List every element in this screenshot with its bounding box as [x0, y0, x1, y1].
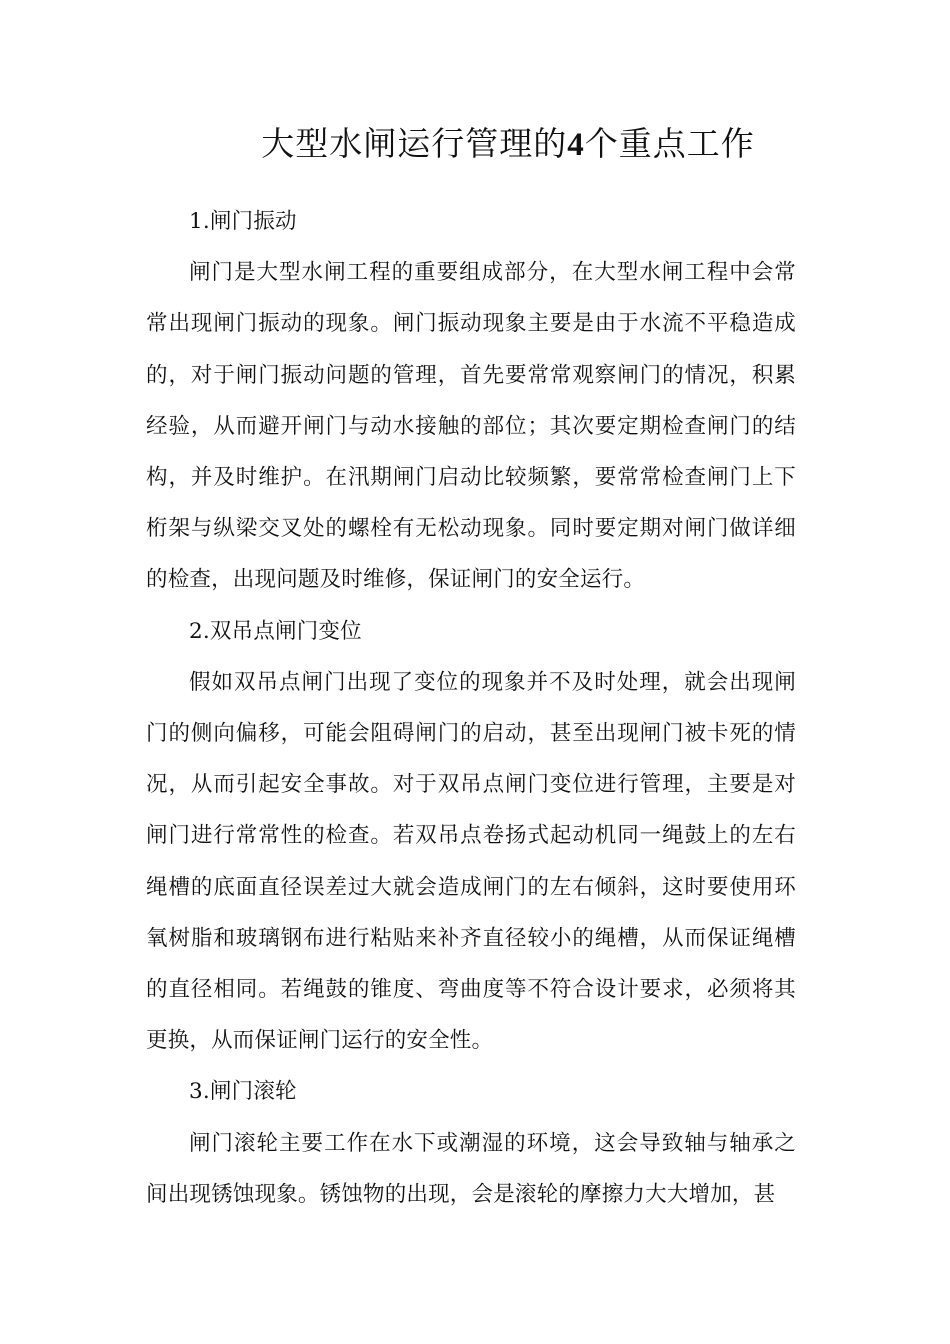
document-title	[0, 118, 950, 171]
title-prefix: 大型水闸运行管理的	[261, 124, 568, 163]
document-body	[146, 196, 796, 1220]
section-heading-1: 1.闸门振动	[189, 209, 297, 234]
section-heading-2: 2.双吊点闸门变位	[189, 618, 362, 644]
title-number: 4	[567, 127, 585, 163]
section-paragraph-2: 假如双吊点闸门出现了变位的现象并不及时处理，就会出现闸门的侧向偏移，可能会阻碍闸门的启动，甚至出现闸门被卡死的情况，从而引起安全事故。对于双吊点闸门变位进行管理，主要是对闸门进行常常性的检查。若双吊点卷扬式起动机同一绳鼓上的左右绳槽的底面直径误差过大就会造成闸门的左右倾斜，这时要使用环氧树脂和玻璃钢布进行粘贴来补齐直径较小的绳槽，从而保证绳槽的直径相同。若绳鼓的锥度、弯曲度等不符合设计要求，必须将其更换，从而保证闸门运行的安全性。	[146, 669, 796, 1054]
section-paragraph-1: 闸门是大型水闸工程的重要组成部分，在大型水闸工程中会常常出现闸门振动的现象。闸门振动现象主要是由于水流不平稳造成的，对于闸门振动问题的管理，首先要常常观察闸门的情况，积累经验，从而避开闸门与动水接触的部位；其次要定期检查闸门的结构，并及时维护。在汛期闸门启动比较频繁，要常常检查闸门上下桁架与纵梁交叉处的螺栓有无松动现象。同时要定期对闸门做详细的检查，出现问题及时维修，保证闸门的安全运行。	[146, 260, 796, 593]
section-paragraph-3: 闸门滚轮主要工作在水下或潮湿的环境，这会导致轴与轴承之间出现锈蚀现象。锈蚀物的出现，会是滚轮的摩擦力大大增加，甚	[146, 1130, 796, 1207]
title-suffix: 个重点工作	[584, 124, 755, 163]
section-heading-3: 3.闸门滚轮	[189, 1079, 297, 1105]
